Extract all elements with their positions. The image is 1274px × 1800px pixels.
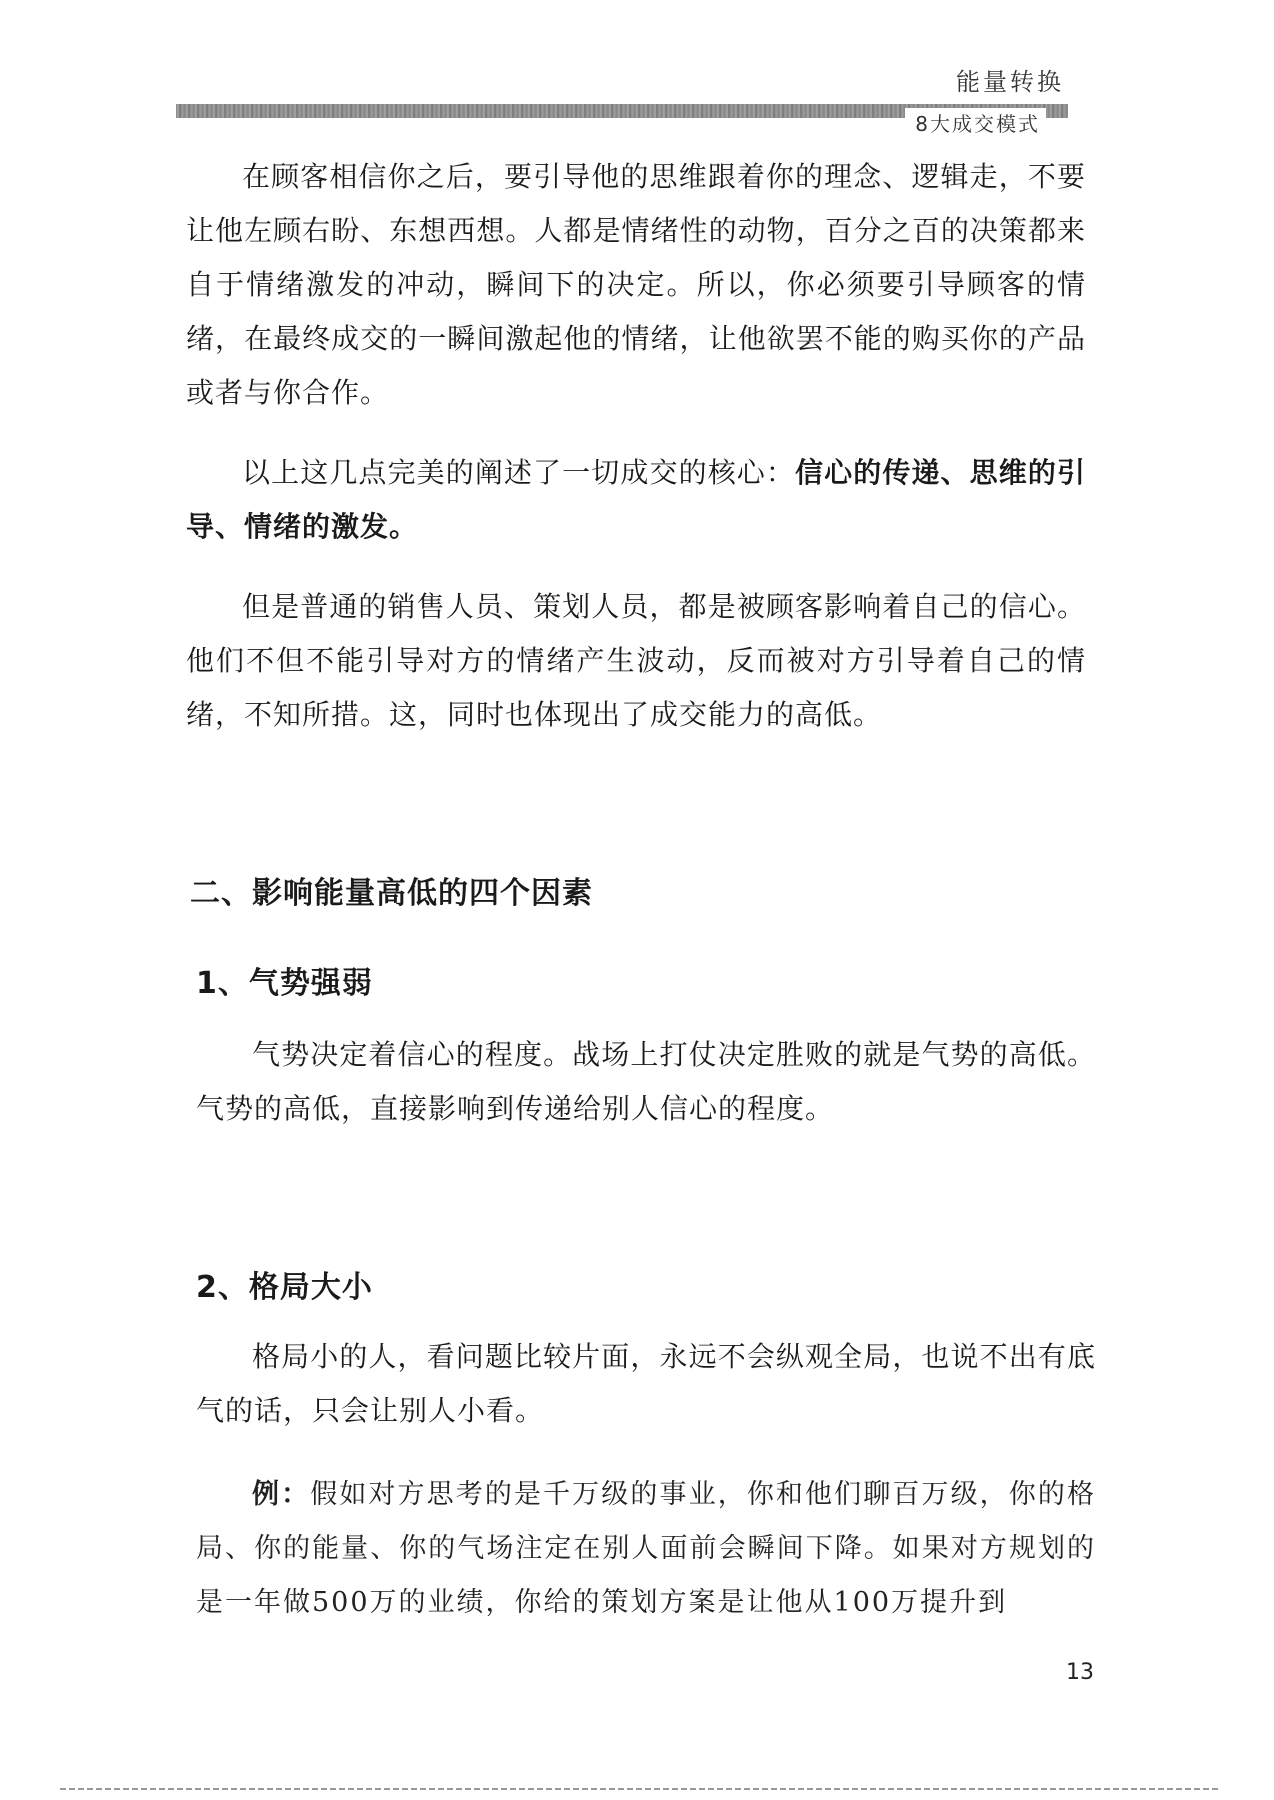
paragraph-core-summary-lead: 以上这几点完美的阐述了一切成交的核心： (242, 456, 796, 489)
paragraph-core-summary-bold: 信心的传递、思维的引导、情绪的激发。 (186, 456, 1086, 543)
paragraph-ordinary-sales: 但是普通的销售人员、策划人员，都是被顾客影响着自己的信心。他们不但不能引导对方的情绪产生波动，反而被对方引导着自己的情绪，不知所措。这，同时也体现出了成交能力的高低。 (186, 590, 1086, 731)
example-text: 假如对方思考的是千万级的事业，你和他们聊百万级，你的格局、你的能量、你的气场注定在别人面前会瞬间下降。如果对方规划的是一年做500万的业绩，你给的策划方案是让他从100万提升到 (196, 1479, 1097, 1618)
subsection-heading-vision: 2、格局大小 (196, 1270, 373, 1305)
paragraph-vision: 格局小的人，看问题比较片面，永远不会纵观全局，也说不出有底气的话，只会让别人小看。 (196, 1340, 1096, 1427)
bottom-scan-edge (60, 1788, 1220, 1790)
running-header-subtitle: 8大成交模式 (905, 108, 1046, 137)
paragraph-momentum: 气势决定着信心的程度。战场上打仗决定胜败的就是气势的高低。气势的高低，直接影响到传递给别人信心的程度。 (196, 1038, 1096, 1125)
running-header-title: 能量转换 (956, 68, 1064, 96)
paragraph-guide-emotion: 在顾客相信你之后，要引导他的思维跟着你的理念、逻辑走，不要让他左顾右盼、东想西想。人都是情绪性的动物，百分之百的决策都来自于情绪激发的冲动，瞬间下的决定。所以，你必须要引导顾客的情绪，在最终成交的一瞬间激起他的情绪，让他欲罢不能的购买你的产品或者与你合作。 (186, 160, 1086, 409)
page-number: 13 (1066, 1660, 1094, 1685)
paragraph-core-summary (186, 446, 1086, 554)
subsection-heading-momentum: 1、气势强弱 (196, 966, 373, 1001)
section-heading: 二、影响能量高低的四个因素 (190, 876, 593, 911)
example-paragraph (196, 1468, 1096, 1630)
example-label: 例： (252, 1479, 311, 1510)
